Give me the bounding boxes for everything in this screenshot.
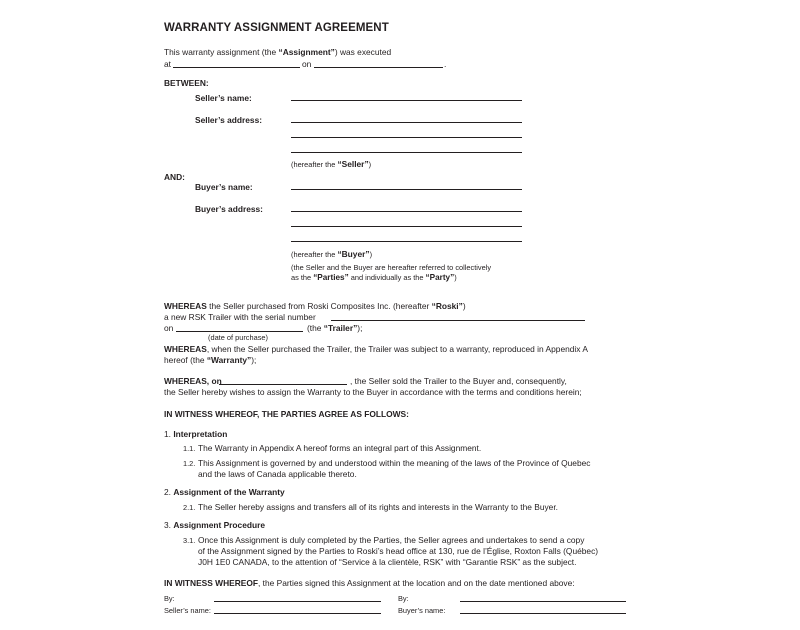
hereafter-buyer-close: )	[369, 250, 373, 259]
warranty-term: “Warranty”	[206, 355, 252, 365]
parties-term: “Parties”	[313, 273, 349, 282]
clause-1-1-text: The Warranty in Appendix A hereof forms an integral part of this Assignment.	[198, 443, 482, 453]
section-2-title: Assignment of the Warranty	[173, 487, 285, 497]
clause-3-1-line-2: of the Assignment signed by the Parties to Roski’s head office at 130, rue de l’Église, Roxton Falls (Québec)	[198, 546, 599, 556]
sale-date-field[interactable]	[219, 384, 347, 385]
serial-number-field[interactable]	[331, 320, 585, 321]
whereas-3-line-2: the Seller hereby wishes to assign the Warranty to the Buyer in accordance with the terms and conditions herein;	[164, 387, 582, 397]
purchase-date-field[interactable]	[176, 331, 303, 332]
parties-definition-line-2	[291, 273, 457, 283]
whereas-2-text: , when the Seller purchased the Trailer, the Trailer was subject to a warranty, reproduced in Appendix A	[206, 344, 588, 354]
seller-address-field-2[interactable]	[291, 137, 522, 138]
intro-line	[164, 47, 391, 57]
seller-name-label: Seller’s name:	[195, 93, 252, 103]
whereas-3-text: , the Seller sold the Trailer to the Buyer and, consequently,	[350, 376, 567, 386]
buyer-name-field[interactable]	[291, 189, 522, 190]
clause-1-2-line-2: and the laws of Canada applicable thereto.	[198, 469, 357, 479]
hereafter-seller	[291, 159, 371, 170]
section-1-number: 1.	[164, 429, 171, 439]
document-title: WARRANTY ASSIGNMENT AGREEMENT	[164, 22, 389, 34]
whereas-1-text: the Seller purchased from Roski Composites Inc. (hereafter	[206, 301, 432, 311]
seller-name-field[interactable]	[291, 100, 522, 101]
closing-keyword: IN WITNESS WHEREOF	[164, 578, 258, 588]
intro-at-label: at	[164, 59, 171, 69]
section-3-title: Assignment Procedure	[173, 520, 266, 530]
intro-period: .	[444, 59, 447, 69]
buyer-address-label: Buyer’s address:	[195, 204, 263, 214]
execution-place-field[interactable]	[173, 67, 300, 68]
execution-date-field[interactable]	[314, 67, 443, 68]
clause-1-1-number: 1.1.	[183, 444, 196, 453]
buyer-by-label: By:	[398, 594, 409, 603]
section-3-heading	[164, 520, 265, 530]
parties-def-a: as the	[291, 273, 314, 282]
parties-def-c: )	[454, 273, 457, 282]
whereas-2-line-2	[164, 355, 256, 365]
buyer-address-field-1[interactable]	[291, 211, 522, 212]
clause-3-1-number: 3.1.	[183, 536, 196, 545]
seller-term: “Seller”	[337, 159, 369, 169]
buyer-term: “Buyer”	[337, 249, 370, 259]
section-2-heading	[164, 487, 285, 497]
parties-def-b: and individually as the	[348, 273, 426, 282]
closing-statement	[164, 578, 575, 588]
buyer-signature-field[interactable]	[460, 601, 626, 602]
intro-text-1: This warranty assignment (the	[164, 47, 279, 57]
seller-signature-name-label: Seller’s name:	[164, 606, 211, 615]
whereas-1-on-label: on	[164, 323, 174, 333]
seller-signature-name-field[interactable]	[214, 613, 381, 614]
hereafter-seller-pre: (hereafter the	[291, 160, 338, 169]
parties-definition-line-1: (the Seller and the Buyer are hereafter referred to collectively	[291, 263, 492, 272]
clause-2-1-number: 2.1.	[183, 503, 196, 512]
section-2-number: 2.	[164, 487, 171, 497]
clause-1-2-number: 1.2.	[183, 459, 196, 468]
assignment-term: “Assignment”	[278, 47, 335, 57]
party-term: “Party”	[425, 273, 455, 282]
whereas-2-post: );	[251, 355, 257, 365]
intro-on-label: on	[302, 59, 312, 69]
hereafter-seller-close: )	[368, 160, 372, 169]
buyer-signature-name-label: Buyer’s name:	[398, 606, 446, 615]
whereas-3-keyword: WHEREAS, on	[164, 376, 222, 386]
seller-address-field-1[interactable]	[291, 122, 522, 123]
clause-2-1-text: The Seller hereby assigns and transfers all of its rights and interests in the Warranty to the Buyer.	[198, 502, 558, 512]
whereas-2-pre: hereof (the	[164, 355, 207, 365]
clause-3-1-line-1: Once this Assignment is duly completed by the Parties, the Seller agrees and undertakes to send a copy	[198, 535, 585, 545]
and-label: AND:	[164, 172, 185, 182]
whereas-1-line-2: a new RSK Trailer with the serial number	[164, 312, 316, 322]
buyer-address-field-3[interactable]	[291, 241, 522, 242]
trailer-term: “Trailer”	[323, 323, 358, 333]
section-1-heading	[164, 429, 227, 439]
clause-3-1-line-3: J0H 1E0 CANADA, to the attention of “Service à la clientèle, RSK” with “Garantie RSK” as the subject.	[198, 557, 577, 567]
seller-address-label: Seller’s address:	[195, 115, 263, 125]
trailer-definition	[307, 323, 362, 333]
whereas-2-line-1	[164, 344, 588, 354]
seller-by-label: By:	[164, 594, 175, 603]
between-label: BETWEEN:	[164, 78, 209, 88]
seller-signature-field[interactable]	[214, 601, 381, 602]
whereas-1-close: )	[462, 301, 466, 311]
seller-address-field-3[interactable]	[291, 152, 522, 153]
hereafter-buyer	[291, 249, 372, 260]
trailer-pre: (the	[307, 323, 324, 333]
closing-text: , the Parties signed this Assignment at the location and on the date mentioned above:	[258, 578, 575, 588]
buyer-name-label: Buyer’s name:	[195, 182, 253, 192]
trailer-post: );	[357, 323, 363, 333]
section-1-title: Interpretation	[173, 429, 228, 439]
clause-1-2-line-1: This Assignment is governed by and understood within the meaning of the laws of the Province of Quebec	[198, 458, 591, 468]
buyer-address-field-2[interactable]	[291, 226, 522, 227]
date-of-purchase-caption: (date of purchase)	[208, 333, 268, 342]
whereas-1-line-1	[164, 301, 466, 311]
whereas-1-keyword: WHEREAS	[164, 301, 207, 311]
roski-term: “Roski”	[431, 301, 463, 311]
section-3-number: 3.	[164, 520, 171, 530]
hereafter-buyer-pre: (hereafter the	[291, 250, 338, 259]
intro-text-2: ) was executed	[334, 47, 392, 57]
agreement-heading: IN WITNESS WHEREOF, THE PARTIES AGREE AS FOLLOWS:	[164, 409, 409, 419]
whereas-2-keyword: WHEREAS	[164, 344, 207, 354]
buyer-signature-name-field[interactable]	[460, 613, 626, 614]
